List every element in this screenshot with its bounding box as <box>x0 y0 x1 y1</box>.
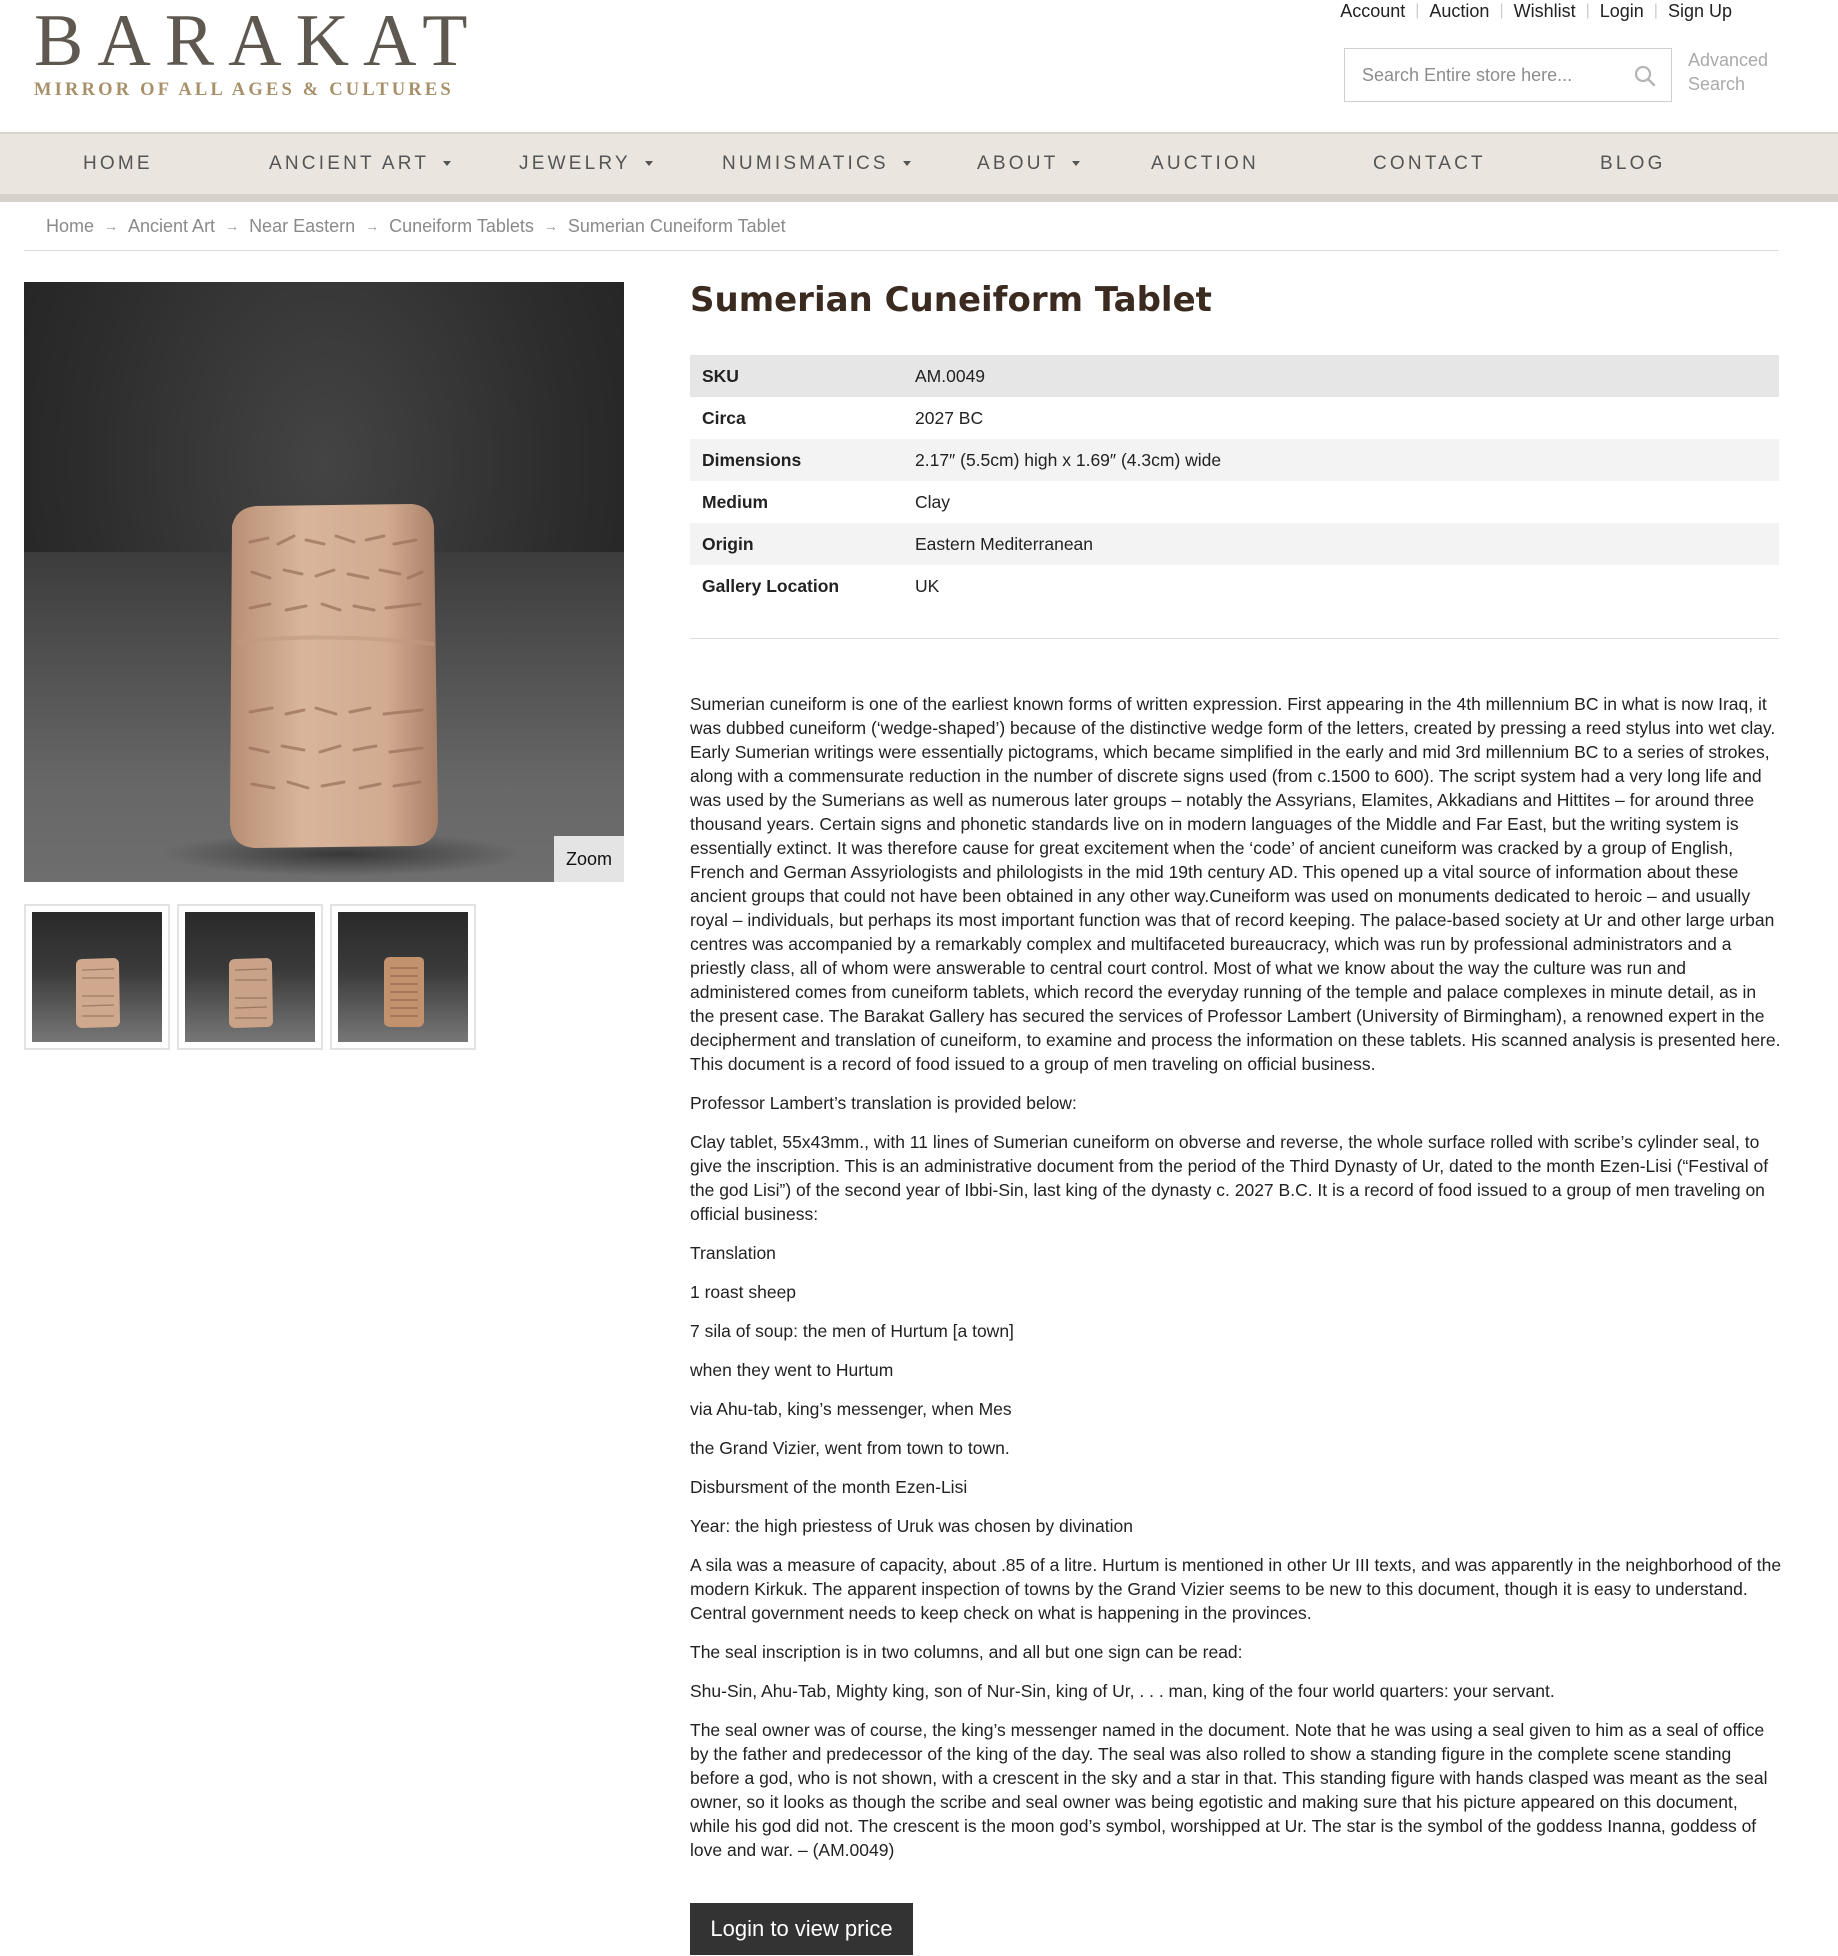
account-link[interactable]: Account <box>1340 0 1406 21</box>
divider: | <box>1585 2 1590 19</box>
attr-value: 2027 BC <box>915 407 984 428</box>
nav-home-label: HOME <box>83 153 153 174</box>
divider <box>690 638 1779 639</box>
chevron-down-icon <box>903 161 911 166</box>
attr-label: Dimensions <box>690 439 903 481</box>
thumbnail[interactable] <box>24 904 170 1050</box>
breadcrumb-current: Sumerian Cuneiform Tablet <box>567 215 786 236</box>
description-paragraph: when they went to Hurtum <box>690 1360 894 1380</box>
breadcrumb-cuneiform-tablets[interactable]: Cuneiform Tablets <box>389 215 534 236</box>
description-paragraph: 7 sila of soup: the men of Hurtum [a town] <box>690 1321 1014 1341</box>
advanced-search-line1: Advanced <box>1688 50 1769 70</box>
tablet-thumbnail-image <box>32 912 162 1042</box>
thumbnail[interactable] <box>177 904 323 1050</box>
table-row <box>690 523 1779 565</box>
arrow-right-icon: → <box>104 218 119 234</box>
attr-value: AM.0049 <box>903 355 1779 397</box>
description-paragraph: 1 roast sheep <box>690 1282 797 1302</box>
product-description <box>690 692 1782 1877</box>
attr-value: UK <box>915 575 940 596</box>
chevron-down-icon <box>1072 161 1080 166</box>
cuneiform-tablet-image <box>24 282 624 882</box>
tablet-thumbnail-image <box>185 912 315 1042</box>
nav-auction[interactable] <box>1151 134 1259 194</box>
site-header <box>0 0 1838 132</box>
nav-jewelry-label: JEWELRY <box>519 153 631 174</box>
divider: | <box>1499 2 1504 19</box>
description-paragraph: Clay tablet, 55x43mm., with 11 lines of Sumerian cuneiform on obverse and reverse, the whole surface rolled with scribe’s cylinder seal, to give the inscription. This is an administrative document from the period of the Third Dynasty of Ur, dated to the month Ezen-Lisi (“Festival of the god Lisi”) of the second year of Ibbi-Sin, last king of the dynasty c. 2027 B.C. It is a record of food issued to a group of men traveling on official business: <box>690 1132 1769 1224</box>
nav-home[interactable] <box>83 134 153 194</box>
description-paragraph: The seal owner was of course, the king’s messenger named in the document. Note that he was using a seal given to him as a seal of office by the father and predecessor of the king of the day. The seal was also rolled to show a standing figure in the complete scene standing before a god, who is not shown, with a crescent in the sky and a star in that. This standing figure with hands clasped was meant as the seal owner, so it looks as though the scribe and seal owner was being egotistic and making sure that his picture appeared on this document, while his god did not. The crescent is the moon god’s symbol, worshipped at Ur. The star is the symbol of the goddess Inanna, goddess of love and war. – (AM.0049) <box>690 1720 1768 1860</box>
description-paragraph: via Ahu-tab, king’s messenger, when Mes <box>690 1399 1012 1419</box>
account-links <box>1330 0 1742 22</box>
chevron-down-icon <box>645 161 653 166</box>
description-paragraph: Disbursment of the month Ezen-Lisi <box>690 1477 968 1497</box>
nav-about-label: ABOUT <box>977 153 1059 174</box>
nav-ancient-art[interactable] <box>269 134 451 194</box>
product-title: Sumerian Cuneiform Tablet <box>690 280 1212 320</box>
search-icon[interactable] <box>1633 64 1657 88</box>
arrow-right-icon: → <box>543 218 558 234</box>
divider <box>24 250 1779 251</box>
breadcrumb-home[interactable]: Home <box>46 215 95 236</box>
table-row <box>690 355 1779 397</box>
table-row <box>690 481 1779 523</box>
divider: | <box>1653 2 1658 19</box>
nav-about[interactable] <box>977 134 1080 194</box>
wishlist-link[interactable]: Wishlist <box>1513 0 1576 21</box>
description-paragraph: Shu-Sin, Ahu-Tab, Mighty king, son of Nur-Sin, king of Ur, . . . man, king of the four world quarters: your servant. <box>690 1681 1555 1701</box>
auction-link[interactable]: Auction <box>1429 0 1490 21</box>
attr-label: Circa <box>702 407 746 428</box>
description-paragraph: the Grand Vizier, went from town to town. <box>690 1438 1010 1458</box>
description-paragraph: The seal inscription is in two columns, and all but one sign can be read: <box>690 1642 1243 1662</box>
logo-wordmark: BARAKAT <box>34 0 482 82</box>
zoom-button[interactable]: Zoom <box>554 836 624 882</box>
logo[interactable] <box>34 0 482 104</box>
nav-numismatics[interactable] <box>722 134 911 194</box>
login-to-view-price-button[interactable]: Login to view price <box>690 1903 913 1955</box>
arrow-right-icon: → <box>365 218 380 234</box>
thumbnail-image <box>32 912 162 1042</box>
breadcrumb-ancient-art[interactable]: Ancient Art <box>128 215 216 236</box>
nav-ancient-art-label: ANCIENT ART <box>269 153 430 174</box>
nav-jewelry[interactable] <box>519 134 653 194</box>
advanced-search-link[interactable] <box>1688 48 1768 96</box>
breadcrumb <box>46 214 786 238</box>
breadcrumb-near-eastern[interactable]: Near Eastern <box>249 215 356 236</box>
search-box <box>1344 48 1672 102</box>
nav-numismatics-label: NUMISMATICS <box>722 153 889 174</box>
thumbnail-image <box>185 912 315 1042</box>
thumbnail-image <box>338 912 468 1042</box>
signup-link[interactable]: Sign Up <box>1667 0 1732 21</box>
nav-contact-label: CONTACT <box>1373 153 1486 174</box>
attr-label: Gallery Location <box>702 575 840 596</box>
divider: | <box>1415 2 1420 19</box>
thumbnail[interactable] <box>330 904 476 1050</box>
advanced-search-line2: Search <box>1688 74 1746 94</box>
description-paragraph: Translation <box>690 1243 776 1263</box>
table-row <box>690 397 1779 439</box>
main-nav <box>0 132 1838 202</box>
logo-tagline: MIRROR OF ALL AGES & CULTURES <box>34 80 454 100</box>
attr-label: Origin <box>690 523 903 565</box>
attr-value: Clay <box>915 491 951 512</box>
description-paragraph: A sila was a measure of capacity, about .85 of a litre. Hurtum is mentioned in other Ur III texts, and was apparently in the neighborhood of the modern Kirkuk. The apparent inspection of towns by the Grand Vizier seems to be new to this document, though it is easy to understand. Central government needs to keep check on what is happening in the provinces. <box>690 1555 1782 1623</box>
nav-blog[interactable] <box>1600 134 1666 194</box>
login-link[interactable]: Login <box>1599 0 1644 21</box>
description-paragraph: Year: the high priestess of Uruk was chosen by divination <box>690 1516 1133 1536</box>
table-row <box>690 565 1779 607</box>
search-input[interactable] <box>1362 65 1612 86</box>
table-row <box>690 439 1779 481</box>
nav-blog-label: BLOG <box>1600 153 1666 174</box>
attr-label: Medium <box>702 491 769 512</box>
product-main-image[interactable] <box>24 282 624 882</box>
tablet-thumbnail-image <box>338 912 468 1042</box>
description-paragraph: Sumerian cuneiform is one of the earliest known forms of written expression. First appearing in the 4th millennium BC in what is now Iraq, it was dubbed cuneiform (‘wedge-shaped’) because of the distinctive wedge form of the letters, created by pressing a reed stylus into wet clay. Early Sumerian writings were essentially pictograms, which became simplified in the early and mid 3rd millennium BC to a series of strokes, along with a commensurate reduction in the number of discrete signs used (from c.1500 to 600). The script system had a very long life and was used by the Sumerians as well as numerous later groups – notably the Assyrians, Elamites, Akkadians and Hittites – for around three thousand years. Certain signs and phonetic standards live on in modern languages of the Middle and Far East, but the writing system is essentially extinct. It was therefore cause for great excitement when the ‘code’ of ancient cuneiform was cracked by a group of English, French and German Assyriologists and philologists in the mid 19th century AD. This opened up a vital source of information about these ancient groups that could not have been obtained in any other way.Cuneiform was used on monuments dedicated to heroic – and usually royal – individuals, but perhaps its most important function was that of record keeping. The palace-based society at Ur and other large urban centres was accompanied by a remarkably complex and multifaceted bureaucracy, which was run by professional administrators and a priestly class, all of whom were answerable to central court control. Most of what we know about the way the culture was run and administered comes from cuneiform tablets, which record the everyday running of the temple and palace complexes in minute detail, as in the present case. The Barakat Gallery has secured the services of Professor Lambert (University of Birmingham), a renowned expert in the decipherment and translation of cuneiform, to examine and process the information on these tablets. His scanned analysis is presented here. This document is a record of food issued to a group of men traveling on official business. <box>690 694 1781 1074</box>
thumbnail-strip <box>24 904 476 1050</box>
attr-value: Eastern Mediterranean <box>903 523 1779 565</box>
description-paragraph: Professor Lambert’s translation is provided below: <box>690 1093 1077 1113</box>
attr-label: SKU <box>690 355 903 397</box>
nav-auction-label: AUCTION <box>1151 153 1259 174</box>
nav-contact[interactable] <box>1373 134 1486 194</box>
chevron-down-icon <box>443 161 451 166</box>
product-attributes-table <box>690 355 1779 607</box>
arrow-right-icon: → <box>225 218 240 234</box>
attr-value: 2.17″ (5.5cm) high x 1.69″ (4.3cm) wide <box>903 439 1779 481</box>
